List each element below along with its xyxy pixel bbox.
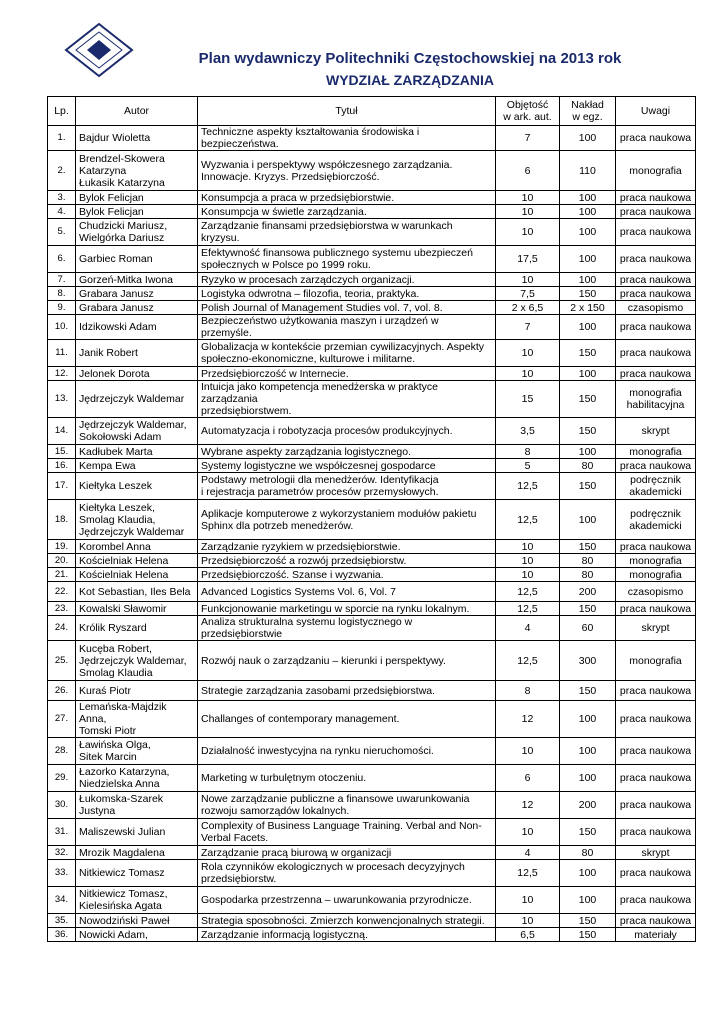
cell-objetosc: 10	[496, 554, 560, 568]
cell-objetosc: 7	[496, 126, 560, 151]
cell-lp: 26.	[48, 681, 76, 701]
cell-lp: 10.	[48, 315, 76, 340]
cell-objetosc: 5	[496, 459, 560, 473]
university-logo-icon	[64, 22, 134, 78]
cell-naklad: 100	[560, 246, 616, 273]
table-row	[48, 418, 696, 445]
cell-tytul: Przedsiębiorczość a rozwój przedsiębiorstw.	[198, 554, 496, 568]
cell-tytul: Marketing w turbulętnym otoczeniu.	[198, 765, 496, 792]
cell-uwagi: czasopismo	[616, 301, 696, 315]
cell-uwagi: praca naukowa	[616, 273, 696, 287]
cell-naklad: 150	[560, 928, 616, 942]
table-row	[48, 315, 696, 340]
cell-autor: Brendzel-Skowera Katarzyna Łukasik Katarzyna	[76, 151, 198, 191]
cell-naklad: 150	[560, 287, 616, 301]
table-row	[48, 273, 696, 287]
cell-autor: Łazorko Katarzyna, Niedzielska Anna	[76, 765, 198, 792]
cell-tytul: Zarządzanie informacją logistyczną.	[198, 928, 496, 942]
column-header-tytul: Tytuł	[198, 97, 496, 126]
cell-uwagi: podręcznik akademicki	[616, 500, 696, 540]
cell-lp: 6.	[48, 246, 76, 273]
table-row	[48, 246, 696, 273]
cell-autor: Kościelniak Helena	[76, 568, 198, 582]
cell-lp: 36.	[48, 928, 76, 942]
cell-tytul: Rozwój nauk o zarządzaniu – kierunki i perspektywy.	[198, 641, 496, 681]
cell-tytul: Techniczne aspekty kształtowania środowiska i bezpieczeństwa.	[198, 126, 496, 151]
cell-uwagi: skrypt	[616, 616, 696, 641]
cell-objetosc: 8	[496, 445, 560, 459]
table-row	[48, 473, 696, 500]
cell-uwagi: praca naukowa	[616, 792, 696, 819]
cell-lp: 3.	[48, 191, 76, 205]
cell-naklad: 80	[560, 459, 616, 473]
cell-autor: Garbiec Roman	[76, 246, 198, 273]
cell-objetosc: 12,5	[496, 500, 560, 540]
cell-tytul: Zarządzanie pracą biurową w organizacji	[198, 846, 496, 860]
cell-uwagi: praca naukowa	[616, 246, 696, 273]
cell-tytul: Rola czynników ekologicznych w procesach decyzyjnych przedsiębiorstw.	[198, 860, 496, 887]
cell-autor: Chudzicki Mariusz, Wielgórka Dariusz	[76, 219, 198, 246]
cell-lp: 15.	[48, 445, 76, 459]
cell-tytul: Zarządzanie ryzykiem w przedsiębiorstwie.	[198, 540, 496, 554]
cell-objetosc: 10	[496, 738, 560, 765]
cell-tytul: Automatyzacja i robotyzacja procesów produkcyjnych.	[198, 418, 496, 445]
cell-naklad: 100	[560, 887, 616, 914]
cell-uwagi: monografia habilitacyjna	[616, 381, 696, 418]
cell-tytul: Strategie zarządzania zasobami przedsiębiorstwa.	[198, 681, 496, 701]
table-row	[48, 459, 696, 473]
cell-uwagi: monografia	[616, 151, 696, 191]
cell-autor: Lemańska-Majdzik Anna, Tomski Piotr	[76, 701, 198, 738]
cell-autor: Grabara Janusz	[76, 301, 198, 315]
cell-uwagi: praca naukowa	[616, 367, 696, 381]
cell-lp: 2.	[48, 151, 76, 191]
cell-uwagi: praca naukowa	[616, 191, 696, 205]
cell-lp: 25.	[48, 641, 76, 681]
cell-uwagi: praca naukowa	[616, 819, 696, 846]
cell-naklad: 100	[560, 219, 616, 246]
cell-naklad: 110	[560, 151, 616, 191]
cell-autor: Janik Robert	[76, 340, 198, 367]
cell-uwagi: praca naukowa	[616, 315, 696, 340]
cell-autor: Bylok Felicjan	[76, 191, 198, 205]
cell-tytul: Systemy logistyczne we współczesnej gospodarce	[198, 459, 496, 473]
cell-lp: 13.	[48, 381, 76, 418]
table-row	[48, 582, 696, 602]
column-header-lp: Lp.	[48, 97, 76, 126]
cell-tytul: Przedsiębiorczość w Internecie.	[198, 367, 496, 381]
cell-objetosc: 6,5	[496, 928, 560, 942]
cell-lp: 12.	[48, 367, 76, 381]
cell-autor: Gorzeń-Mitka Iwona	[76, 273, 198, 287]
table-row	[48, 914, 696, 928]
cell-autor: Jędrzejczyk Waldemar, Sokołowski Adam	[76, 418, 198, 445]
cell-lp: 23.	[48, 602, 76, 616]
cell-uwagi: praca naukowa	[616, 126, 696, 151]
cell-objetosc: 2 x 6,5	[496, 301, 560, 315]
table-row	[48, 792, 696, 819]
cell-objetosc: 10	[496, 540, 560, 554]
cell-uwagi: praca naukowa	[616, 602, 696, 616]
cell-tytul: Wyzwania i perspektywy współczesnego zarządzania. Innowacje. Kryzys. Przedsiębiorczość.	[198, 151, 496, 191]
cell-objetosc: 8	[496, 681, 560, 701]
cell-objetosc: 12,5	[496, 473, 560, 500]
cell-tytul: Zarządzanie finansami przedsiębiorstwa w warunkach kryzysu.	[198, 219, 496, 246]
cell-naklad: 80	[560, 568, 616, 582]
cell-tytul: Bezpieczeństwo użytkowania maszyn i urządzeń w przemyśle.	[198, 315, 496, 340]
cell-naklad: 100	[560, 701, 616, 738]
cell-objetosc: 3,5	[496, 418, 560, 445]
cell-naklad: 200	[560, 582, 616, 602]
cell-autor: Kempa Ewa	[76, 459, 198, 473]
table-row	[48, 445, 696, 459]
table-body	[48, 126, 696, 942]
cell-lp: 16.	[48, 459, 76, 473]
cell-objetosc: 17,5	[496, 246, 560, 273]
cell-objetosc: 10	[496, 191, 560, 205]
cell-uwagi: praca naukowa	[616, 459, 696, 473]
cell-objetosc: 6	[496, 151, 560, 191]
cell-autor: Idzikowski Adam	[76, 315, 198, 340]
table-row	[48, 126, 696, 151]
table-row	[48, 568, 696, 582]
table-row	[48, 500, 696, 540]
cell-uwagi: skrypt	[616, 418, 696, 445]
cell-lp: 11.	[48, 340, 76, 367]
cell-objetosc: 4	[496, 846, 560, 860]
cell-uwagi: monografia	[616, 554, 696, 568]
cell-uwagi: praca naukowa	[616, 860, 696, 887]
cell-autor: Kot Sebastian, Iles Bela	[76, 582, 198, 602]
cell-objetosc: 10	[496, 819, 560, 846]
cell-naklad: 150	[560, 340, 616, 367]
cell-naklad: 150	[560, 819, 616, 846]
cell-lp: 32.	[48, 846, 76, 860]
cell-lp: 30.	[48, 792, 76, 819]
cell-autor: Kucęba Robert, Jędrzejczyk Waldemar, Smolag Klaudia	[76, 641, 198, 681]
cell-naklad: 100	[560, 205, 616, 219]
page-subtitle: WYDZIAŁ ZARZĄDZANIA	[326, 72, 494, 88]
cell-naklad: 100	[560, 445, 616, 459]
cell-autor: Nitkiewicz Tomasz	[76, 860, 198, 887]
cell-uwagi: monografia	[616, 445, 696, 459]
cell-autor: Ławińska Olga, Sitek Marcin	[76, 738, 198, 765]
cell-objetosc: 12,5	[496, 602, 560, 616]
cell-uwagi: materiały	[616, 928, 696, 942]
cell-uwagi: praca naukowa	[616, 914, 696, 928]
cell-uwagi: praca naukowa	[616, 681, 696, 701]
table-row	[48, 738, 696, 765]
cell-objetosc: 10	[496, 273, 560, 287]
cell-autor: Kadłubek Marta	[76, 445, 198, 459]
table-row	[48, 554, 696, 568]
cell-naklad: 150	[560, 681, 616, 701]
column-header-naklad: Nakład w egz.	[560, 97, 616, 126]
cell-objetosc: 12,5	[496, 641, 560, 681]
table-row	[48, 602, 696, 616]
cell-objetosc: 10	[496, 887, 560, 914]
table-row	[48, 381, 696, 418]
cell-tytul: Complexity of Business Language Training. Verbal and Non- Verbal Facets.	[198, 819, 496, 846]
cell-tytul: Polish Journal of Management Studies vol. 7, vol. 8.	[198, 301, 496, 315]
table-row	[48, 151, 696, 191]
cell-naklad: 100	[560, 273, 616, 287]
table-row	[48, 819, 696, 846]
table-row	[48, 928, 696, 942]
cell-naklad: 150	[560, 540, 616, 554]
cell-naklad: 80	[560, 554, 616, 568]
cell-lp: 18.	[48, 500, 76, 540]
cell-autor: Kowalski Sławomir	[76, 602, 198, 616]
table-header-row	[48, 97, 696, 126]
cell-lp: 14.	[48, 418, 76, 445]
table-row	[48, 616, 696, 641]
table-row	[48, 367, 696, 381]
column-header-uwagi: Uwagi	[616, 97, 696, 126]
cell-lp: 33.	[48, 860, 76, 887]
cell-uwagi: praca naukowa	[616, 540, 696, 554]
cell-tytul: Globalizacja w kontekście przemian cywilizacyjnych. Aspekty społeczno-ekonomiczne, kulturowe i militarne.	[198, 340, 496, 367]
cell-lp: 17.	[48, 473, 76, 500]
cell-naklad: 2 x 150	[560, 301, 616, 315]
cell-tytul: Challanges of contemporary management.	[198, 701, 496, 738]
cell-naklad: 100	[560, 315, 616, 340]
cell-tytul: Strategia sposobności. Zmierzch konwencjonalnych strategii.	[198, 914, 496, 928]
table-row	[48, 887, 696, 914]
cell-uwagi: monografia	[616, 641, 696, 681]
table-row	[48, 205, 696, 219]
cell-autor: Nitkiewicz Tomasz, Kielesińska Agata	[76, 887, 198, 914]
table-row	[48, 641, 696, 681]
cell-naklad: 100	[560, 765, 616, 792]
cell-uwagi: praca naukowa	[616, 287, 696, 301]
cell-lp: 24.	[48, 616, 76, 641]
cell-uwagi: monografia	[616, 568, 696, 582]
cell-objetosc: 12	[496, 701, 560, 738]
cell-tytul: Logistyka odwrotna – filozofia, teoria, praktyka.	[198, 287, 496, 301]
cell-tytul: Ryzyko w procesach zarządczych organizacji.	[198, 273, 496, 287]
cell-uwagi: praca naukowa	[616, 219, 696, 246]
cell-naklad: 150	[560, 473, 616, 500]
column-header-objetosc: Objętość w ark. aut.	[496, 97, 560, 126]
cell-uwagi: praca naukowa	[616, 887, 696, 914]
cell-naklad: 100	[560, 860, 616, 887]
cell-objetosc: 10	[496, 367, 560, 381]
cell-lp: 1.	[48, 126, 76, 151]
cell-naklad: 150	[560, 418, 616, 445]
cell-lp: 27.	[48, 701, 76, 738]
cell-naklad: 150	[560, 914, 616, 928]
cell-naklad: 100	[560, 126, 616, 151]
cell-uwagi: praca naukowa	[616, 738, 696, 765]
table-row	[48, 540, 696, 554]
cell-tytul: Funkcjonowanie marketingu w sporcie na rynku lokalnym.	[198, 602, 496, 616]
table-row	[48, 219, 696, 246]
cell-objetosc: 10	[496, 205, 560, 219]
cell-tytul: Przedsiębiorczość. Szanse i wyzwania.	[198, 568, 496, 582]
cell-tytul: Konsumpcja a praca w przedsiębiorstwie.	[198, 191, 496, 205]
cell-uwagi: praca naukowa	[616, 701, 696, 738]
cell-objetosc: 10	[496, 914, 560, 928]
cell-autor: Kiełtyka Leszek, Smolag Klaudia, Jędrzejczyk Waldemar	[76, 500, 198, 540]
cell-objetosc: 10	[496, 568, 560, 582]
table-row	[48, 701, 696, 738]
column-header-autor: Autor	[76, 97, 198, 126]
cell-objetosc: 7	[496, 315, 560, 340]
cell-lp: 35.	[48, 914, 76, 928]
table-row	[48, 765, 696, 792]
table-row	[48, 340, 696, 367]
cell-lp: 34.	[48, 887, 76, 914]
cell-tytul: Intuicja jako kompetencja menedżerska w praktyce zarządzania przedsiębiorstwem.	[198, 381, 496, 418]
cell-uwagi: praca naukowa	[616, 765, 696, 792]
cell-uwagi: praca naukowa	[616, 340, 696, 367]
cell-lp: 21.	[48, 568, 76, 582]
cell-lp: 20.	[48, 554, 76, 568]
cell-naklad: 100	[560, 500, 616, 540]
cell-autor: Bylok Felicjan	[76, 205, 198, 219]
cell-naklad: 100	[560, 367, 616, 381]
cell-tytul: Wybrane aspekty zarządzania logistycznego.	[198, 445, 496, 459]
page-title: Plan wydawniczy Politechniki Częstochowskiej na 2013 rok	[198, 50, 622, 67]
cell-tytul: Aplikacje komputerowe z wykorzystaniem modułów pakietu Sphinx dla potrzeb menedżerów.	[198, 500, 496, 540]
cell-lp: 22.	[48, 582, 76, 602]
cell-tytul: Konsumpcja w świetle zarządzania.	[198, 205, 496, 219]
cell-objetosc: 10	[496, 340, 560, 367]
cell-autor: Kościelniak Helena	[76, 554, 198, 568]
cell-naklad: 150	[560, 381, 616, 418]
cell-autor: Mrozik Magdalena	[76, 846, 198, 860]
cell-objetosc: 12,5	[496, 860, 560, 887]
cell-tytul: Podstawy metrologii dla menedżerów. Identyfikacja i rejestracja parametrów procesów przemysłowych.	[198, 473, 496, 500]
cell-autor: Kiełtyka Leszek	[76, 473, 198, 500]
cell-lp: 4.	[48, 205, 76, 219]
cell-lp: 31.	[48, 819, 76, 846]
cell-naklad: 60	[560, 616, 616, 641]
cell-autor: Bajdur Wioletta	[76, 126, 198, 151]
cell-autor: Jędrzejczyk Waldemar	[76, 381, 198, 418]
cell-objetosc: 12	[496, 792, 560, 819]
cell-objetosc: 6	[496, 765, 560, 792]
cell-autor: Łukomska-Szarek Justyna	[76, 792, 198, 819]
publication-plan-table	[47, 96, 696, 942]
cell-objetosc: 4	[496, 616, 560, 641]
cell-tytul: Efektywność finansowa publicznego systemu ubezpieczeń społecznych w Polsce po 1999 roku.	[198, 246, 496, 273]
cell-naklad: 100	[560, 738, 616, 765]
cell-objetosc: 7,5	[496, 287, 560, 301]
cell-naklad: 100	[560, 191, 616, 205]
cell-tytul: Analiza strukturalna systemu logistycznego w przedsiębiorstwie	[198, 616, 496, 641]
cell-naklad: 80	[560, 846, 616, 860]
table-row	[48, 301, 696, 315]
cell-tytul: Działalność inwestycyjna na rynku nieruchomości.	[198, 738, 496, 765]
cell-autor: Kuraś Piotr	[76, 681, 198, 701]
cell-uwagi: skrypt	[616, 846, 696, 860]
table-row	[48, 287, 696, 301]
cell-autor: Korombel Anna	[76, 540, 198, 554]
table-row	[48, 191, 696, 205]
cell-objetosc: 12,5	[496, 582, 560, 602]
cell-lp: 7.	[48, 273, 76, 287]
cell-objetosc: 10	[496, 219, 560, 246]
cell-lp: 9.	[48, 301, 76, 315]
cell-lp: 8.	[48, 287, 76, 301]
cell-autor: Nowicki Adam,	[76, 928, 198, 942]
cell-uwagi: czasopismo	[616, 582, 696, 602]
cell-tytul: Advanced Logistics Systems Vol. 6, Vol. 7	[198, 582, 496, 602]
cell-tytul: Gospodarka przestrzenna – uwarunkowania przyrodnicze.	[198, 887, 496, 914]
cell-lp: 28.	[48, 738, 76, 765]
cell-lp: 29.	[48, 765, 76, 792]
table-row	[48, 681, 696, 701]
cell-autor: Maliszewski Julian	[76, 819, 198, 846]
cell-autor: Jelonek Dorota	[76, 367, 198, 381]
cell-tytul: Nowe zarządzanie publiczne a finansowe uwarunkowania rozwoju samorządów lokalnych.	[198, 792, 496, 819]
cell-autor: Królik Ryszard	[76, 616, 198, 641]
cell-lp: 5.	[48, 219, 76, 246]
cell-uwagi: praca naukowa	[616, 205, 696, 219]
cell-naklad: 300	[560, 641, 616, 681]
cell-naklad: 200	[560, 792, 616, 819]
cell-lp: 19.	[48, 540, 76, 554]
table-row	[48, 860, 696, 887]
table-row	[48, 846, 696, 860]
cell-autor: Nowodziński Paweł	[76, 914, 198, 928]
cell-objetosc: 15	[496, 381, 560, 418]
cell-uwagi: podręcznik akademicki	[616, 473, 696, 500]
cell-autor: Grabara Janusz	[76, 287, 198, 301]
cell-naklad: 150	[560, 602, 616, 616]
